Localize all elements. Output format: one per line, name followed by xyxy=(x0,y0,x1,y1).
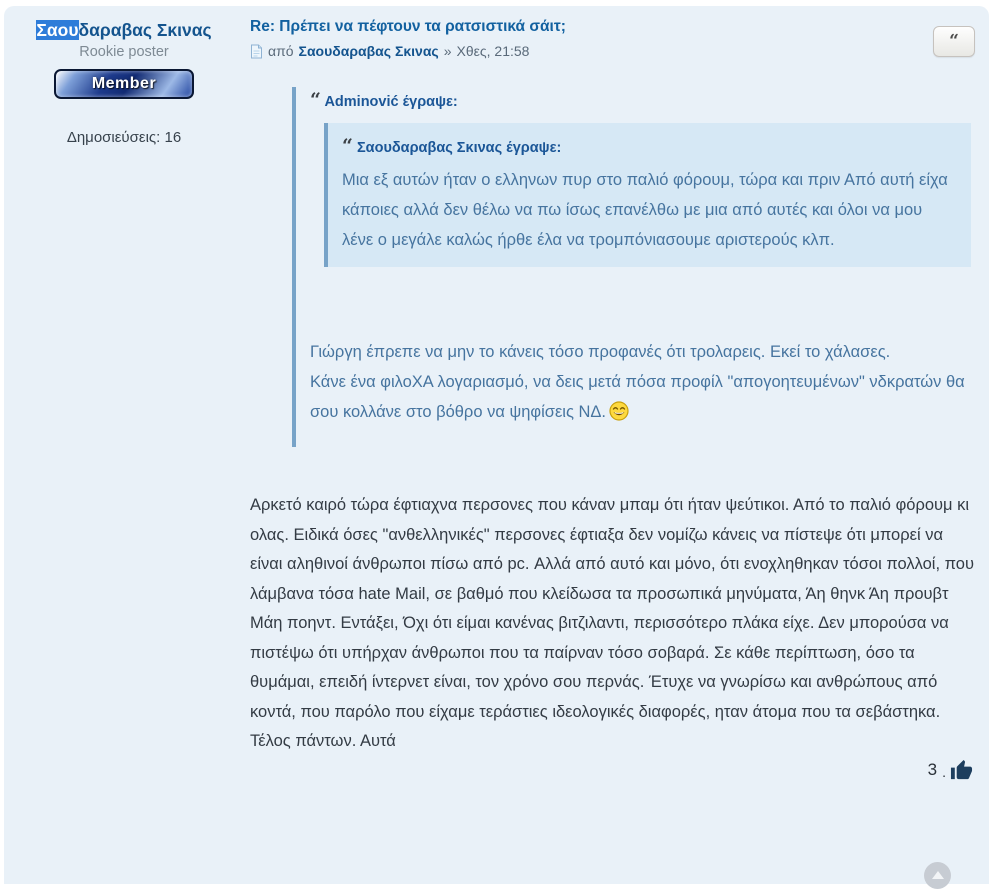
likes-row xyxy=(250,759,975,782)
poster-rank: Rookie poster xyxy=(79,44,169,60)
post-body-column xyxy=(238,16,989,884)
post-count-label: Δημοσιεύσεις: xyxy=(66,129,161,146)
thumbs-up-icon[interactable] xyxy=(950,759,973,782)
member-rank-badge: Member xyxy=(54,69,194,99)
arrow-up-icon xyxy=(932,871,944,879)
open-quote-icon: “ xyxy=(342,135,353,157)
post-author-link[interactable]: Σαουδαραβας Σκινας xyxy=(298,43,439,59)
quote-reply-button[interactable] xyxy=(933,26,975,57)
post-panel xyxy=(4,6,989,884)
likes-count[interactable]: 3 xyxy=(927,760,938,779)
outer-quote-wrote-label: έγραψε: xyxy=(402,94,458,110)
post-byline xyxy=(250,43,975,59)
laughing-smiley-icon xyxy=(609,401,629,421)
outer-quote-author: Adminović xyxy=(324,94,399,110)
outer-blockquote xyxy=(292,87,975,447)
back-to-top-button[interactable] xyxy=(924,862,951,889)
post-count-value: 16 xyxy=(164,129,182,146)
inner-quote-author: Σαουδαραβας Σκινας xyxy=(356,140,503,156)
reply-paragraph: Γιώργη έπρεπε να μην το κάνεις τόσο προφανές ότι τρολαρεις. Εκεί το χάλασες. xyxy=(310,343,891,361)
post-count xyxy=(10,129,238,146)
byline-prefix: από xyxy=(268,43,294,59)
outer-quote-reply xyxy=(310,337,971,427)
poster-profile xyxy=(10,16,238,884)
post-timestamp: Χθες, 21:58 xyxy=(456,43,530,59)
username-selected-text: Σαου xyxy=(36,20,79,40)
reply-paragraph-text: Κάνε ένα φιλοΧΑ λογαριασμό, να δεις μετά πόσα προφίλ "απογοητευμένων" νδκρατών θα σου κολλάνε στο βόθρο να ψηφίσεις ΝΔ. xyxy=(310,373,965,421)
username-rest-text: δαραβας Σκινας xyxy=(78,20,212,40)
quote-icon: “ xyxy=(949,31,959,51)
inner-quote-wrote-label: έγραψε: xyxy=(506,140,562,156)
inner-quote-cite xyxy=(342,135,955,157)
outer-quote-cite xyxy=(310,89,971,111)
likes-separator: . xyxy=(942,764,946,780)
open-quote-icon: “ xyxy=(310,89,321,111)
post-page-icon xyxy=(250,44,263,59)
reply-paragraph xyxy=(310,367,971,427)
inner-quote-text: Μια εξ αυτών ήταν ο ελληνων πυρ στο παλιό φόρουμ, τώρα και πριν Από αυτή είχα κάποιες αλλά δεν θέλω να πω ίσως επανέλθω με μια από αυτές και όλοι να μου λένε ο μεγάλε καλώς ήρθε έλα να τρομπόνιασουμε αριστερούς κλπ. xyxy=(342,171,948,249)
post-message: Αρκετό καιρό τώρα έφτιαχνα περσονες που κάναν μπαμ ότι ήταν ψεύτικοι. Από το παλιό φόρουμ κι ολας. Ειδικά όσες "ανθελληνικές" περσονες έφτιαξα δεν νομίζω κάνεις να πίστεψε ότι μπορεί να είναι αληθινοί άνθρωποι πίσω από pc. Αλλά από αυτό και μόνο, ότι ενοχληθηκαν τόσοι πολλοί, που λάμβανα τόσα hate Mail, σε βαθμό που κλείδωσα τα προσωπικά μηνύματα, Άη θηνκ Άη προυβτ Μάη ποηντ. Εντάξει, Όχι ότι είμαι κανένας βιτζιλαντι, περισσότερο πλάκα είχε. Δεν μπορούσα να πιστέψω ότι υπήρχαν άνθρωποι που τα παίρναν τόσο σοβαρά. Σε κάθε περίπτωση, όσο τα θυμάμαι, επειδή ίντερνετ είναι, τον χρόνο σου περνάς. Έτυχε να γνωρίσω και ανθρώπους από κοντά, που παρόλο που είχαμε τεράστιες ιδεολογικές διαφορές, ηταν άτομα που τα σεβάστηκα. Τέλος πάντων. Αυτά xyxy=(250,496,974,750)
byline-separator: » xyxy=(443,43,452,59)
poster-username[interactable] xyxy=(10,20,238,41)
inner-blockquote xyxy=(324,123,971,267)
post-title[interactable]: Re: Πρέπει να πέφτουν τα ρατσιστικά σάιτ; xyxy=(250,18,566,35)
